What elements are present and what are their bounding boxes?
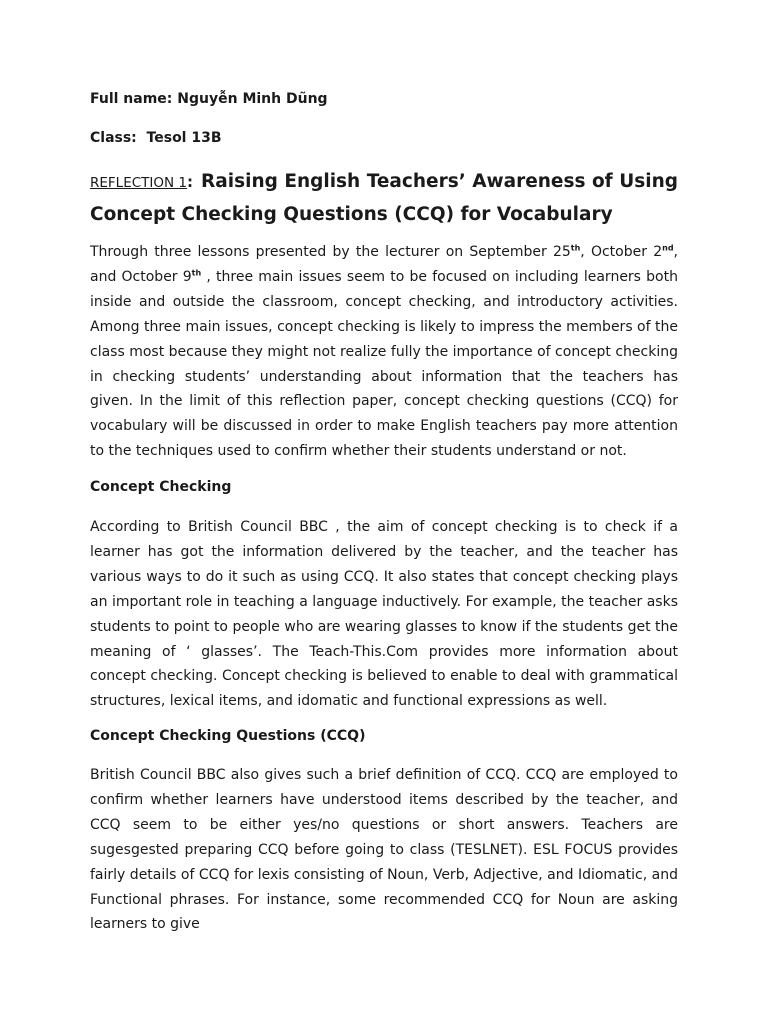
intro-paragraph xyxy=(90,240,678,464)
full-name-label: Full name: xyxy=(90,91,173,107)
full-name-line xyxy=(90,91,328,107)
superscript-nd: nd xyxy=(662,243,674,253)
full-name-value: Nguyễn Minh Dũng xyxy=(177,91,328,107)
superscript-th-1: th xyxy=(570,243,581,253)
reflection-label: REFLECTION 1 xyxy=(90,175,188,191)
section-heading-ccq: Concept Checking Questions (CCQ) xyxy=(90,728,366,744)
section-heading-concept-checking: Concept Checking xyxy=(90,479,232,495)
intro-text-1: Through three lessons presented by the lecturer on September 25 xyxy=(90,244,571,260)
class-label: Class: xyxy=(90,130,137,146)
concept-checking-paragraph: According to British Council BBC , the aim of concept checking is to check if a learner has got the information delivered by the teacher, and the teacher has various ways to do it such as using CCQ. It also states that concept checking plays an important role in teaching a language inductively. For example, the teacher asks students to point to people who are wearing glasses to know if the students get the meaning of ‘ glasses’. The Teach-This.Com provides more information about concept checking. Concept checking is believed to enable to deal with grammatical structures, lexical items, and idomatic and functional expressions as well. xyxy=(90,519,678,710)
reflection-colon: : xyxy=(187,173,194,191)
document-title xyxy=(90,166,678,230)
intro-text-3: , and October 9 xyxy=(90,244,678,285)
ccq-paragraph: British Council BBC also gives such a brief definition of CCQ. CCQ are employed to confirm whether learners have understood items described by the teacher, and CCQ seem to be either yes/no questions or short answers. Teachers are sugesgested preparing CCQ before going to class (TESLNET). ESL FOCUS provides fairly details of CCQ for lexis consisting of Noun, Verb, Adjective, and Idiomatic, and Functional phrases. For instance, some recommended CCQ for Noun are asking learners to give xyxy=(90,767,678,933)
title-block xyxy=(90,166,678,230)
class-line xyxy=(90,130,222,146)
class-value: Tesol 13B xyxy=(146,130,222,146)
superscript-th-2: th xyxy=(191,268,202,278)
intro-text-4: , three main issues seem to be focused on including learners both inside and outside the classroom, concept checking, and introductory activities. Among three main issues, concept checking is likely to impress the members of the class most because they might not realize fully the importance of concept checking in checking students’ understanding about information that the teachers has given. In the limit of this reflection paper, concept checking questions (CCQ) for vocabulary will be discussed in order to make English teachers pay more attention to the techniques used to confirm whether their students understand or not. xyxy=(90,268,678,460)
intro-text-2: , October 2 xyxy=(580,244,663,260)
title-text: Raising English Teachers’ Awareness of Using Concept Checking Questions (CCQ) for Vocabulary xyxy=(90,171,678,225)
